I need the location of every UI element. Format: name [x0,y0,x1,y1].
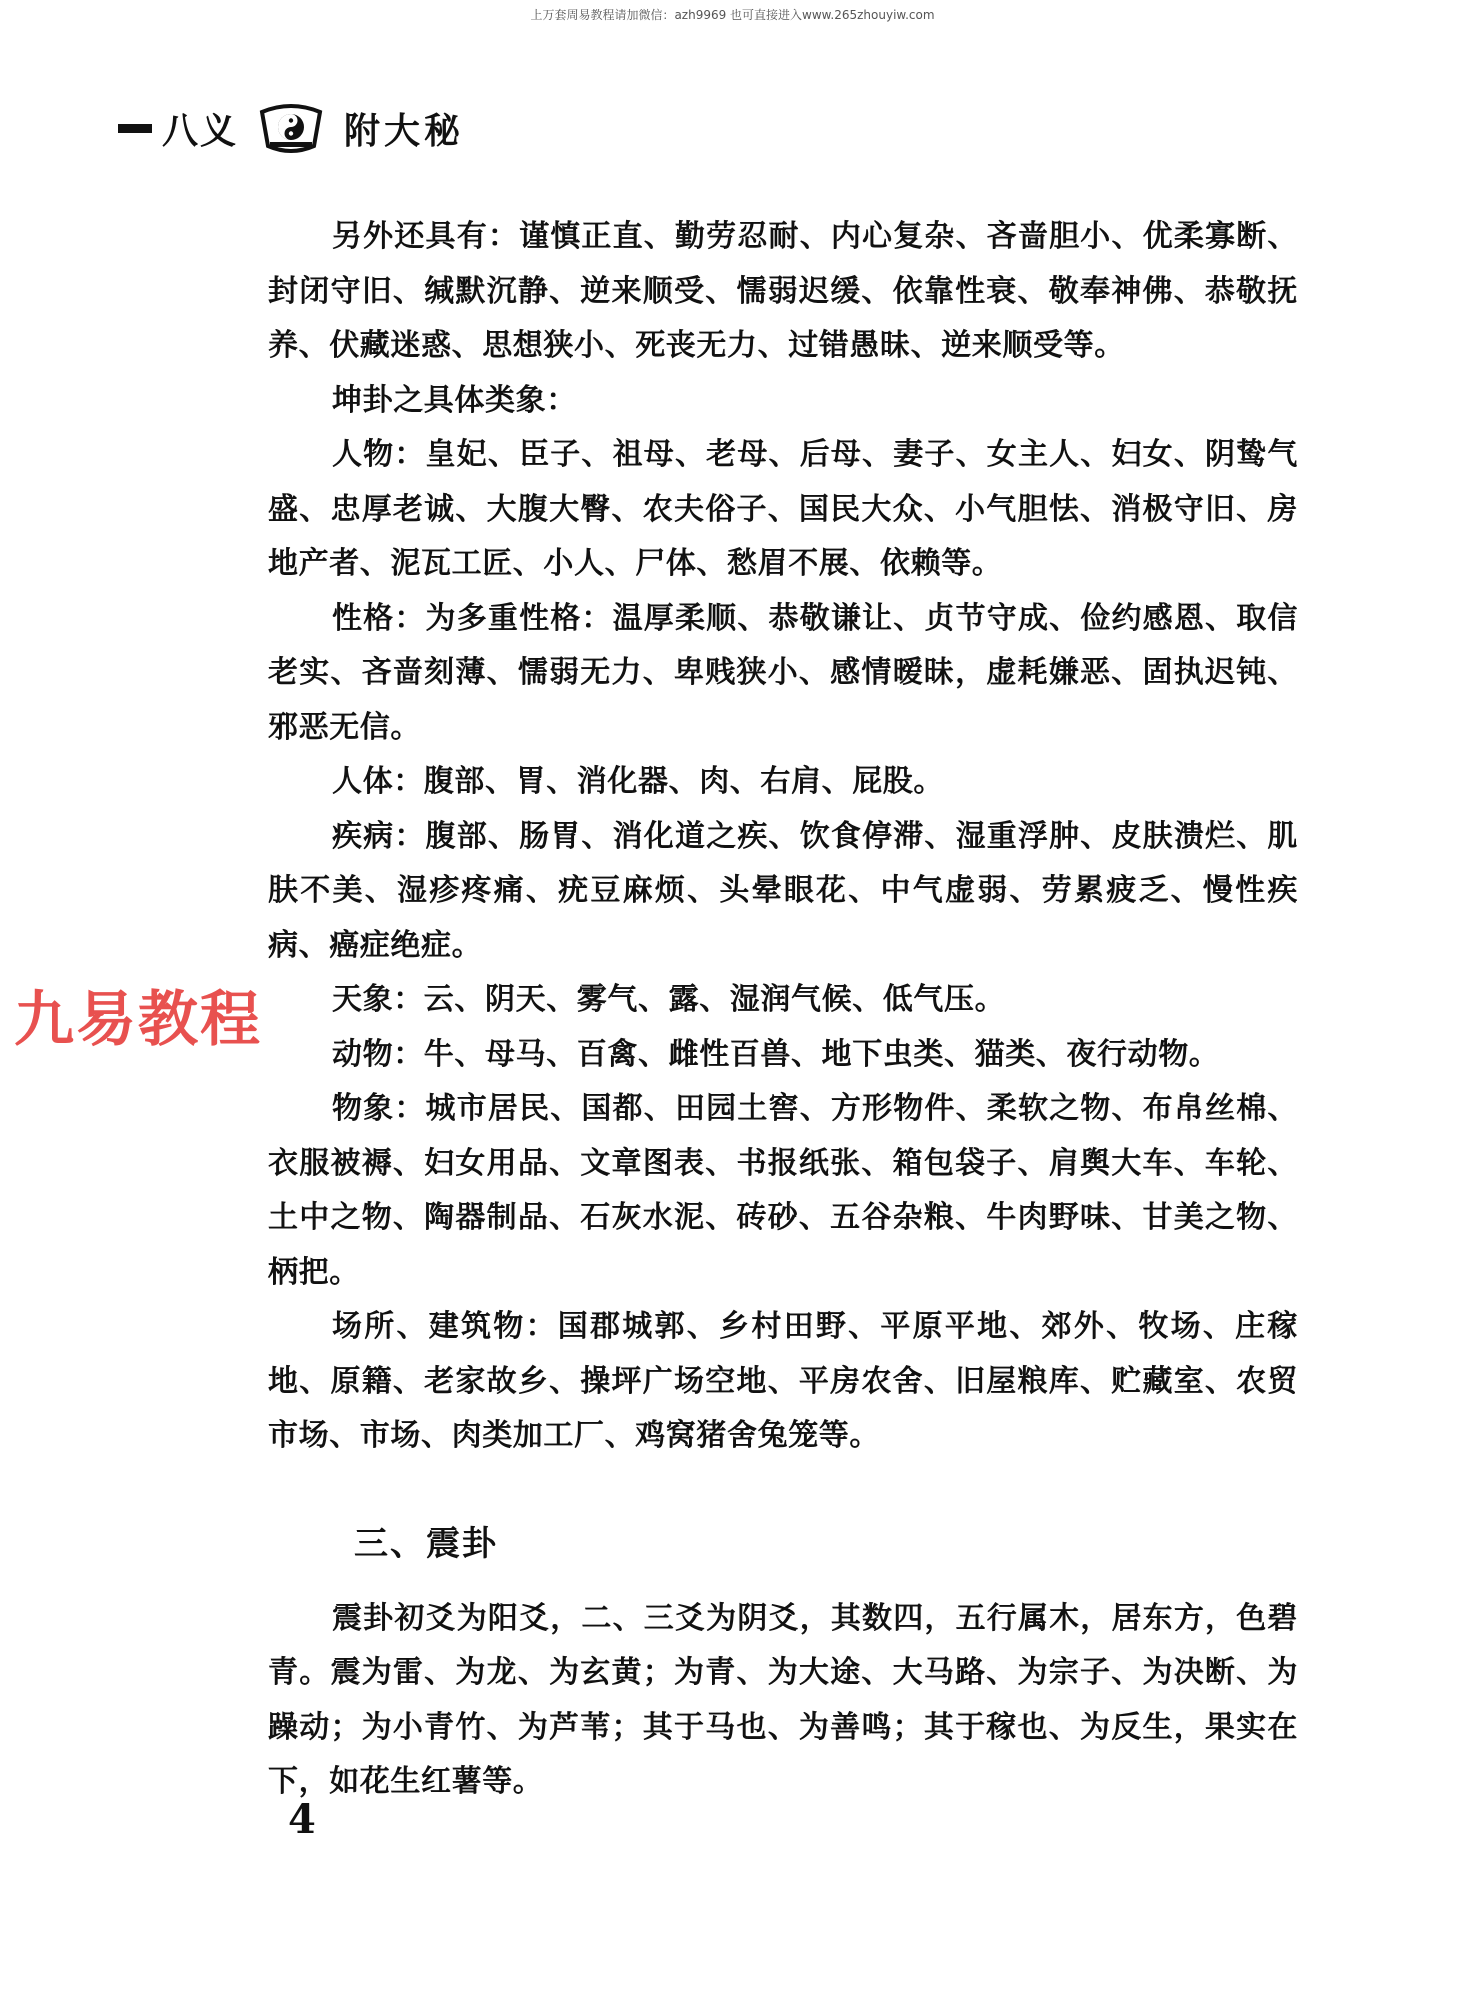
header-right-glyphs: 附大秘 [344,109,465,152]
header-bar [118,124,152,133]
section-body: 震卦初爻为阳爻，二、三爻为阴爻，其数四，五行属木，居东方，色碧青。震为雷、为龙、为玄黄；为青、为大途、大马路、为宗子、为决断、为躁动；为小青竹、为芦苇；其于马也、为善鸣；其于稼也、为反生，果实在下，如花生红薯等。 [268,1600,1298,1799]
paragraph-body: 人体：腹部、胃、消化器、肉、右肩、屁股。 [332,764,944,799]
top-notice: 上万套周易教程请加微信：azh9969 也可直接进入www.265zhouyiw.com [530,8,935,22]
bagua-emblem-icon [256,102,326,154]
paragraph-kun-heading: 坤卦之具体类象： [332,382,577,418]
paragraph-character: 性格：为多重性格：温厚柔顺、恭敬谦让、贞节守成、俭约感恩、取信老实、吝啬刻薄、懦弱无力、卑贱狭小、感情暧昧，虚耗嫌恶、固执迟钝、邪恶无信。 [268,600,1298,745]
page-body [268,210,1298,1810]
watermark: 九易教程 [14,985,262,1055]
paragraph-traits: 另外还具有：谨慎正直、勤劳忍耐、内心复杂、吝啬胆小、优柔寡断、封闭守旧、缄默沉静、逆来顺受、懦弱迟缓、依靠性衰、敬奉神佛、恭敬抚养、伏藏迷惑、思想狭小、死丧无力、过错愚昧、逆来顺受等。 [268,219,1298,363]
paragraph-animals: 动物：牛、母马、百禽、雌性百兽、地下虫类、猫类、夜行动物。 [332,1036,1220,1072]
page-number: 4 [288,1796,316,1843]
paragraph-disease: 疾病：腹部、肠胃、消化道之疾、饮食停滞、湿重浮肿、皮肤溃烂、肌肤不美、湿疹疼痛、疣豆麻烦、头晕眼花、中气虚弱、劳累疲乏、慢性疾病、癌症绝症。 [268,818,1298,963]
paragraph-weather: 天象：云、阴天、雾气、露、湿润气候、低气压。 [332,982,1006,1017]
paragraph-people: 人物：皇妃、臣子、祖母、老母、后母、妻子、女主人、妇女、阴鸷气盛、忠厚老诚、大腹大臀、农夫俗子、国民大众、小气胆怯、消极守旧、房地产者、泥瓦工匠、小人、尸体、愁眉不展、依赖等。 [268,437,1298,581]
paragraph-objects: 物象：城市居民、国都、田园土窖、方形物件、柔软之物、布帛丝棉、衣服被褥、妇女用品、文章图表、书报纸张、箱包袋子、肩舆大车、车轮、土中之物、陶器制品、石灰水泥、砖砂、五谷杂粮、牛肉野味、甘美之物、柄把。 [268,1091,1298,1290]
running-header [118,98,464,158]
section-title: 三、震卦 [354,1523,498,1564]
header-left-glyphs: 八义 [162,109,239,152]
paragraph-places: 场所、建筑物：国郡城郭、乡村田野、平原平地、郊外、牧场、庄稼地、原籍、老家故乡、操坪广场空地、平房农舍、旧屋粮库、贮藏室、农贸市场、市场、肉类加工厂、鸡窝猪舍兔笼等。 [268,1309,1298,1453]
